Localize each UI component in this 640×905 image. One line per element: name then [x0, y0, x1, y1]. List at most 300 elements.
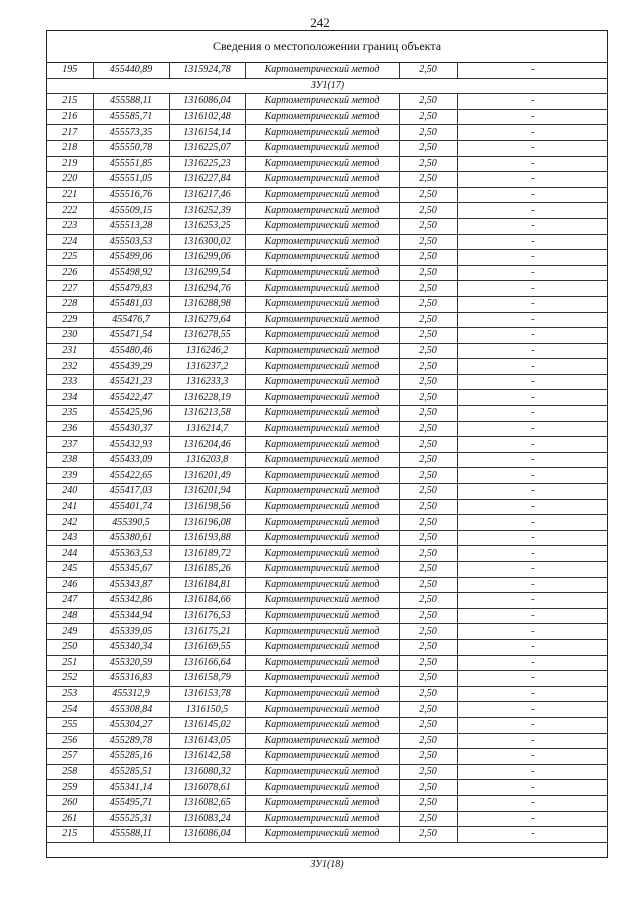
table-row	[47, 639, 608, 655]
note-cell: -	[457, 406, 608, 422]
point-number-cell: 249	[47, 624, 93, 640]
coord-y-cell: 1316214,7	[169, 421, 245, 437]
note-cell: -	[457, 452, 608, 468]
coord-x-cell: 455525,31	[93, 811, 169, 827]
method-cell: Картометрический метод	[245, 686, 399, 702]
table-row	[47, 671, 608, 687]
note-cell: -	[457, 499, 608, 515]
method-cell: Картометрический метод	[245, 218, 399, 234]
note-cell: -	[457, 608, 608, 624]
note-cell: -	[457, 484, 608, 500]
coord-y-cell: 1316150,5	[169, 702, 245, 718]
coord-y-cell: 1316083,24	[169, 811, 245, 827]
method-cell: Картометрический метод	[245, 63, 399, 78]
accuracy-cell: 2,50	[399, 515, 457, 531]
table-row	[47, 343, 608, 359]
coord-x-cell: 455285,51	[93, 764, 169, 780]
table-row	[47, 250, 608, 266]
coord-x-cell: 455341,14	[93, 780, 169, 796]
coord-y-cell: 1316142,58	[169, 749, 245, 765]
coord-x-cell: 455480,46	[93, 343, 169, 359]
point-number-cell: 251	[47, 655, 93, 671]
method-cell: Картометрический метод	[245, 717, 399, 733]
note-cell: -	[457, 702, 608, 718]
note-cell: -	[457, 312, 608, 328]
table-row	[47, 437, 608, 453]
table-row	[47, 296, 608, 312]
accuracy-cell: 2,50	[399, 452, 457, 468]
point-number-cell: 225	[47, 250, 93, 266]
note-cell: -	[457, 764, 608, 780]
table-row	[47, 733, 608, 749]
table-row	[47, 63, 608, 78]
accuracy-cell: 2,50	[399, 343, 457, 359]
table-row	[47, 281, 608, 297]
method-cell: Картометрический метод	[245, 655, 399, 671]
method-cell: Картометрический метод	[245, 593, 399, 609]
accuracy-cell: 2,50	[399, 780, 457, 796]
method-cell: Картометрический метод	[245, 624, 399, 640]
point-number-cell: 220	[47, 172, 93, 188]
method-cell: Картометрический метод	[245, 452, 399, 468]
point-number-cell: 253	[47, 686, 93, 702]
point-number-cell: 246	[47, 577, 93, 593]
note-cell: -	[457, 125, 608, 141]
coord-x-cell: 455550,78	[93, 140, 169, 156]
accuracy-cell: 2,50	[399, 156, 457, 172]
accuracy-cell: 2,50	[399, 63, 457, 78]
table-row	[47, 577, 608, 593]
coord-y-cell: 1316252,39	[169, 203, 245, 219]
accuracy-cell: 2,50	[399, 203, 457, 219]
method-cell: Картометрический метод	[245, 94, 399, 110]
table-row	[47, 795, 608, 811]
point-number-cell: 245	[47, 562, 93, 578]
table-row	[47, 484, 608, 500]
note-cell: -	[457, 733, 608, 749]
point-number-cell: 252	[47, 671, 93, 687]
point-number-cell: 255	[47, 717, 93, 733]
coord-x-cell: 455343,87	[93, 577, 169, 593]
note-cell: -	[457, 530, 608, 546]
method-cell: Картометрический метод	[245, 296, 399, 312]
note-cell: -	[457, 156, 608, 172]
point-number-cell: 260	[47, 795, 93, 811]
table-row	[47, 187, 608, 203]
table-row	[47, 780, 608, 796]
table-row	[47, 702, 608, 718]
point-number-cell: 215	[47, 827, 93, 843]
note-cell: -	[457, 717, 608, 733]
coord-x-cell: 455312,9	[93, 686, 169, 702]
table-row	[47, 218, 608, 234]
note-cell: -	[457, 827, 608, 843]
accuracy-cell: 2,50	[399, 671, 457, 687]
table-row	[47, 546, 608, 562]
coord-y-cell: 1316213,58	[169, 406, 245, 422]
method-cell: Картометрический метод	[245, 374, 399, 390]
method-cell: Картометрический метод	[245, 795, 399, 811]
coord-y-cell: 1316201,94	[169, 484, 245, 500]
coord-x-cell: 455345,67	[93, 562, 169, 578]
coord-y-cell: 1316203,8	[169, 452, 245, 468]
table-row	[47, 499, 608, 515]
point-number-cell: 229	[47, 312, 93, 328]
method-cell: Картометрический метод	[245, 639, 399, 655]
accuracy-cell: 2,50	[399, 390, 457, 406]
boundary-table-frame	[46, 30, 608, 858]
accuracy-cell: 2,50	[399, 686, 457, 702]
coord-y-cell: 1316225,07	[169, 140, 245, 156]
table-row	[47, 172, 608, 188]
accuracy-cell: 2,50	[399, 359, 457, 375]
table-row	[47, 562, 608, 578]
point-number-cell: 222	[47, 203, 93, 219]
point-number-cell: 195	[47, 63, 93, 78]
method-cell: Картометрический метод	[245, 265, 399, 281]
note-cell: -	[457, 374, 608, 390]
note-cell: -	[457, 593, 608, 609]
method-cell: Картометрический метод	[245, 421, 399, 437]
note-cell: -	[457, 546, 608, 562]
table-row	[47, 374, 608, 390]
coord-x-cell: 455401,74	[93, 499, 169, 515]
accuracy-cell: 2,50	[399, 749, 457, 765]
note-cell: -	[457, 94, 608, 110]
coord-y-cell: 1316204,46	[169, 437, 245, 453]
table-row	[47, 94, 608, 110]
note-cell: -	[457, 328, 608, 344]
coord-x-cell: 455433,09	[93, 452, 169, 468]
coord-y-cell: 1316196,08	[169, 515, 245, 531]
accuracy-cell: 2,50	[399, 795, 457, 811]
note-cell: -	[457, 686, 608, 702]
point-number-cell: 248	[47, 608, 93, 624]
coord-y-cell: 1316237,2	[169, 359, 245, 375]
table-row	[47, 764, 608, 780]
table-row	[47, 234, 608, 250]
note-cell: -	[457, 639, 608, 655]
accuracy-cell: 2,50	[399, 764, 457, 780]
section-row	[47, 78, 608, 94]
next-section-label: ЗУ1(18)	[310, 859, 344, 870]
method-cell: Картометрический метод	[245, 530, 399, 546]
table-row	[47, 530, 608, 546]
coord-x-cell: 455363,53	[93, 546, 169, 562]
note-cell: -	[457, 296, 608, 312]
accuracy-cell: 2,50	[399, 94, 457, 110]
coord-y-cell: 1316185,26	[169, 562, 245, 578]
point-number-cell: 216	[47, 109, 93, 125]
coord-x-cell: 455432,93	[93, 437, 169, 453]
coord-y-cell: 1316189,72	[169, 546, 245, 562]
table-row	[47, 125, 608, 141]
note-cell: -	[457, 421, 608, 437]
accuracy-cell: 2,50	[399, 374, 457, 390]
method-cell: Картометрический метод	[245, 156, 399, 172]
coord-x-cell: 455585,71	[93, 109, 169, 125]
note-cell: -	[457, 468, 608, 484]
coord-y-cell: 1316078,61	[169, 780, 245, 796]
coord-y-cell: 1316227,84	[169, 172, 245, 188]
coord-y-cell: 1316253,25	[169, 218, 245, 234]
coordinates-table-body	[47, 63, 608, 842]
point-number-cell: 237	[47, 437, 93, 453]
note-cell: -	[457, 624, 608, 640]
coord-y-cell: 1316278,55	[169, 328, 245, 344]
table-row	[47, 608, 608, 624]
point-number-cell: 235	[47, 406, 93, 422]
table-row	[47, 359, 608, 375]
coord-x-cell: 455422,65	[93, 468, 169, 484]
coord-y-cell: 1316294,76	[169, 281, 245, 297]
accuracy-cell: 2,50	[399, 811, 457, 827]
point-number-cell: 238	[47, 452, 93, 468]
coord-y-cell: 1316217,46	[169, 187, 245, 203]
coord-x-cell: 455380,61	[93, 530, 169, 546]
point-number-cell: 221	[47, 187, 93, 203]
coord-x-cell: 455498,92	[93, 265, 169, 281]
table-title: Сведения о местоположении границ объекта	[47, 31, 607, 63]
note-cell: -	[457, 109, 608, 125]
coord-y-cell: 1316102,48	[169, 109, 245, 125]
accuracy-cell: 2,50	[399, 312, 457, 328]
accuracy-cell: 2,50	[399, 702, 457, 718]
table-row	[47, 452, 608, 468]
table-row	[47, 312, 608, 328]
note-cell: -	[457, 203, 608, 219]
method-cell: Картометрический метод	[245, 328, 399, 344]
method-cell: Картометрический метод	[245, 764, 399, 780]
table-row	[47, 328, 608, 344]
accuracy-cell: 2,50	[399, 655, 457, 671]
note-cell: -	[457, 390, 608, 406]
coord-y-cell: 1316233,3	[169, 374, 245, 390]
method-cell: Картометрический метод	[245, 203, 399, 219]
coord-x-cell: 455430,37	[93, 421, 169, 437]
coord-y-cell: 1316143,05	[169, 733, 245, 749]
table-row	[47, 265, 608, 281]
coord-y-cell: 1316158,79	[169, 671, 245, 687]
table-row	[47, 624, 608, 640]
point-number-cell: 247	[47, 593, 93, 609]
method-cell: Картометрический метод	[245, 281, 399, 297]
method-cell: Картометрический метод	[245, 437, 399, 453]
note-cell: -	[457, 780, 608, 796]
method-cell: Картометрический метод	[245, 125, 399, 141]
point-number-cell: 234	[47, 390, 93, 406]
point-number-cell: 226	[47, 265, 93, 281]
accuracy-cell: 2,50	[399, 234, 457, 250]
accuracy-cell: 2,50	[399, 827, 457, 843]
point-number-cell: 258	[47, 764, 93, 780]
method-cell: Картометрический метод	[245, 140, 399, 156]
accuracy-cell: 2,50	[399, 187, 457, 203]
accuracy-cell: 2,50	[399, 624, 457, 640]
coord-x-cell: 455588,11	[93, 827, 169, 843]
coord-y-cell: 1316299,54	[169, 265, 245, 281]
note-cell: -	[457, 655, 608, 671]
method-cell: Картометрический метод	[245, 343, 399, 359]
coord-x-cell: 455289,78	[93, 733, 169, 749]
accuracy-cell: 2,50	[399, 437, 457, 453]
point-number-cell: 257	[47, 749, 93, 765]
note-cell: -	[457, 281, 608, 297]
note-cell: -	[457, 437, 608, 453]
coord-x-cell: 455304,27	[93, 717, 169, 733]
coord-y-cell: 1316154,14	[169, 125, 245, 141]
coord-x-cell: 455476,7	[93, 312, 169, 328]
note-cell: -	[457, 562, 608, 578]
note-cell: -	[457, 671, 608, 687]
coord-y-cell: 1316225,23	[169, 156, 245, 172]
method-cell: Картометрический метод	[245, 780, 399, 796]
accuracy-cell: 2,50	[399, 172, 457, 188]
accuracy-cell: 2,50	[399, 530, 457, 546]
note-cell: -	[457, 140, 608, 156]
point-number-cell: 236	[47, 421, 93, 437]
table-row	[47, 686, 608, 702]
method-cell: Картометрический метод	[245, 250, 399, 266]
accuracy-cell: 2,50	[399, 421, 457, 437]
point-number-cell: 233	[47, 374, 93, 390]
accuracy-cell: 2,50	[399, 484, 457, 500]
table-row	[47, 827, 608, 843]
coordinates-table	[47, 63, 608, 843]
accuracy-cell: 2,50	[399, 296, 457, 312]
method-cell: Картометрический метод	[245, 671, 399, 687]
method-cell: Картометрический метод	[245, 234, 399, 250]
table-row	[47, 421, 608, 437]
method-cell: Картометрический метод	[245, 515, 399, 531]
coord-y-cell: 1316145,02	[169, 717, 245, 733]
coord-x-cell: 455495,71	[93, 795, 169, 811]
coord-y-cell: 1316228,19	[169, 390, 245, 406]
accuracy-cell: 2,50	[399, 406, 457, 422]
method-cell: Картометрический метод	[245, 827, 399, 843]
table-row	[47, 717, 608, 733]
note-cell: -	[457, 811, 608, 827]
coord-y-cell: 1316299,06	[169, 250, 245, 266]
coord-y-cell: 1316300,02	[169, 234, 245, 250]
table-row	[47, 811, 608, 827]
method-cell: Картометрический метод	[245, 484, 399, 500]
accuracy-cell: 2,50	[399, 577, 457, 593]
table-row	[47, 468, 608, 484]
note-cell: -	[457, 795, 608, 811]
coord-x-cell: 455390,5	[93, 515, 169, 531]
coord-x-cell: 455440,89	[93, 63, 169, 78]
table-row	[47, 406, 608, 422]
coord-x-cell: 455588,11	[93, 94, 169, 110]
coord-y-cell: 1316082,65	[169, 795, 245, 811]
method-cell: Картометрический метод	[245, 187, 399, 203]
point-number-cell: 224	[47, 234, 93, 250]
point-number-cell: 261	[47, 811, 93, 827]
method-cell: Картометрический метод	[245, 172, 399, 188]
section-label: ЗУ1(17)	[47, 78, 608, 94]
accuracy-cell: 2,50	[399, 733, 457, 749]
coord-x-cell: 455513,28	[93, 218, 169, 234]
method-cell: Картометрический метод	[245, 359, 399, 375]
note-cell: -	[457, 515, 608, 531]
method-cell: Картометрический метод	[245, 811, 399, 827]
coord-x-cell: 455551,05	[93, 172, 169, 188]
coord-y-cell: 1316086,04	[169, 827, 245, 843]
coord-x-cell: 455481,03	[93, 296, 169, 312]
method-cell: Картометрический метод	[245, 312, 399, 328]
point-number-cell: 215	[47, 94, 93, 110]
coord-y-cell: 1316288,98	[169, 296, 245, 312]
point-number-cell: 244	[47, 546, 93, 562]
coord-y-cell: 1316201,49	[169, 468, 245, 484]
accuracy-cell: 2,50	[399, 265, 457, 281]
coord-x-cell: 455421,23	[93, 374, 169, 390]
accuracy-cell: 2,50	[399, 250, 457, 266]
point-number-cell: 232	[47, 359, 93, 375]
coord-y-cell: 1316193,88	[169, 530, 245, 546]
coord-x-cell: 455439,29	[93, 359, 169, 375]
point-number-cell: 256	[47, 733, 93, 749]
coord-x-cell: 455342,86	[93, 593, 169, 609]
accuracy-cell: 2,50	[399, 328, 457, 344]
coord-x-cell: 455344,94	[93, 608, 169, 624]
table-row	[47, 203, 608, 219]
coord-x-cell: 455516,76	[93, 187, 169, 203]
method-cell: Картометрический метод	[245, 562, 399, 578]
coord-x-cell: 455285,16	[93, 749, 169, 765]
table-row	[47, 156, 608, 172]
note-cell: -	[457, 359, 608, 375]
accuracy-cell: 2,50	[399, 109, 457, 125]
coord-x-cell: 455417,03	[93, 484, 169, 500]
coord-y-cell: 1316153,78	[169, 686, 245, 702]
note-cell: -	[457, 577, 608, 593]
coord-x-cell: 455425,96	[93, 406, 169, 422]
coord-y-cell: 1316175,21	[169, 624, 245, 640]
coord-y-cell: 1316184,81	[169, 577, 245, 593]
point-number-cell: 240	[47, 484, 93, 500]
note-cell: -	[457, 265, 608, 281]
note-cell: -	[457, 343, 608, 359]
table-row	[47, 515, 608, 531]
method-cell: Картометрический метод	[245, 577, 399, 593]
note-cell: -	[457, 172, 608, 188]
point-number-cell: 259	[47, 780, 93, 796]
accuracy-cell: 2,50	[399, 499, 457, 515]
coord-x-cell: 455471,54	[93, 328, 169, 344]
method-cell: Картометрический метод	[245, 608, 399, 624]
coord-x-cell: 455509,15	[93, 203, 169, 219]
coord-y-cell: 1316080,32	[169, 764, 245, 780]
method-cell: Картометрический метод	[245, 733, 399, 749]
point-number-cell: 254	[47, 702, 93, 718]
point-number-cell: 241	[47, 499, 93, 515]
coord-x-cell: 455573,35	[93, 125, 169, 141]
accuracy-cell: 2,50	[399, 140, 457, 156]
coord-y-cell: 1316246,2	[169, 343, 245, 359]
note-cell: -	[457, 250, 608, 266]
note-cell: -	[457, 63, 608, 78]
coord-x-cell: 455499,06	[93, 250, 169, 266]
point-number-cell: 239	[47, 468, 93, 484]
method-cell: Картометрический метод	[245, 109, 399, 125]
coord-y-cell: 1316198,56	[169, 499, 245, 515]
coord-x-cell: 455551,85	[93, 156, 169, 172]
coord-x-cell: 455308,84	[93, 702, 169, 718]
accuracy-cell: 2,50	[399, 562, 457, 578]
table-row	[47, 655, 608, 671]
